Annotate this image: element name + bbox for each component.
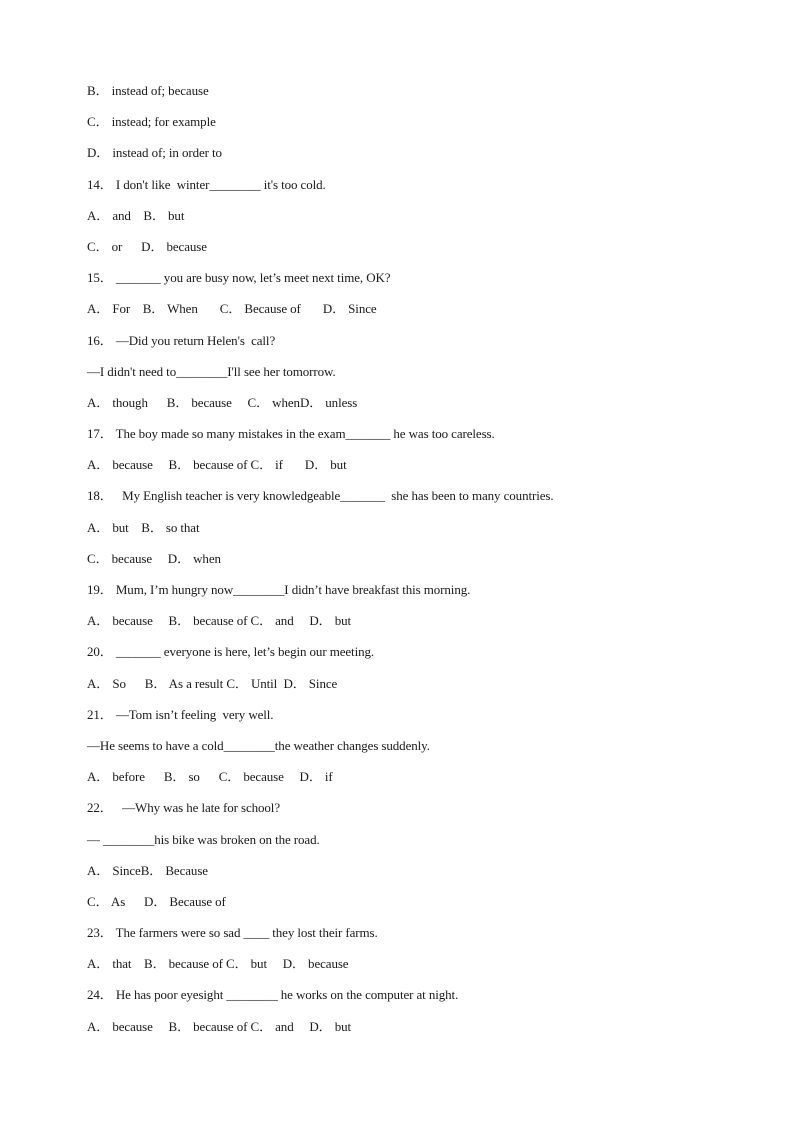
question-14: 14． I don't like winter________ it's too cold. xyxy=(87,176,326,192)
options-line: C． or D． because xyxy=(87,238,207,254)
options-line: A． before B． so C． because D． if xyxy=(87,769,333,785)
dialogue-line: —I didn't need to________I'll see her tomorrow. xyxy=(87,363,336,379)
options-line: A． but B． so that xyxy=(87,519,200,535)
options-line: A． though B． because C． whenD． unless xyxy=(87,394,358,410)
question-22: 22． —Why was he late for school? xyxy=(87,800,280,816)
options-line: C． As D． Because of xyxy=(87,893,226,909)
question-24: 24． He has poor eyesight ________ he works on the computer at night. xyxy=(87,987,459,1003)
dialogue-line: — ________his bike was broken on the road. xyxy=(87,831,320,847)
options-line: A． So B． As a result C． Until D． Since xyxy=(87,675,338,691)
question-15: 15． _______ you are busy now, let’s meet next time, OK? xyxy=(87,270,391,286)
text-line: B． instead of; because xyxy=(87,83,209,98)
text-line: C． instead; for example xyxy=(87,114,216,130)
options-line: A． and B． but xyxy=(87,207,185,223)
text-line: D． instead of; in order to xyxy=(87,145,222,161)
options-line: A． because B． because of C． and D． but xyxy=(87,1018,352,1034)
question-19: 19． Mum, I’m hungry now________I didn’t have breakfast this morning. xyxy=(87,582,471,597)
dialogue-line: —He seems to have a cold________the weather changes suddenly. xyxy=(87,737,430,753)
question-21: 21． —Tom isn’t feeling very well. xyxy=(87,706,274,722)
question-list xyxy=(87,82,727,1049)
options-line: A． because B． because of C． if D． but xyxy=(87,457,347,473)
question-23: 23． The farmers were so sad ____ they lost their farms. xyxy=(87,925,378,941)
options-line: A． For B． When C． Because of D． Since xyxy=(87,301,377,317)
options-line: A． because B． because of C． and D． but xyxy=(87,613,352,629)
options-line: A． SinceB． Because xyxy=(87,862,208,878)
question-17: 17． The boy made so many mistakes in the exam_______ he was too careless. xyxy=(87,426,495,442)
question-18: 18． My English teacher is very knowledgeable_______ she has been to many countries. xyxy=(87,488,554,504)
question-16: 16． —Did you return Helen's call? xyxy=(87,332,276,348)
options-line: A． that B． because of C． but D． because xyxy=(87,956,349,972)
question-20: 20． _______ everyone is here, let’s begin our meeting. xyxy=(87,644,375,660)
options-line: C． because D． when xyxy=(87,550,221,566)
